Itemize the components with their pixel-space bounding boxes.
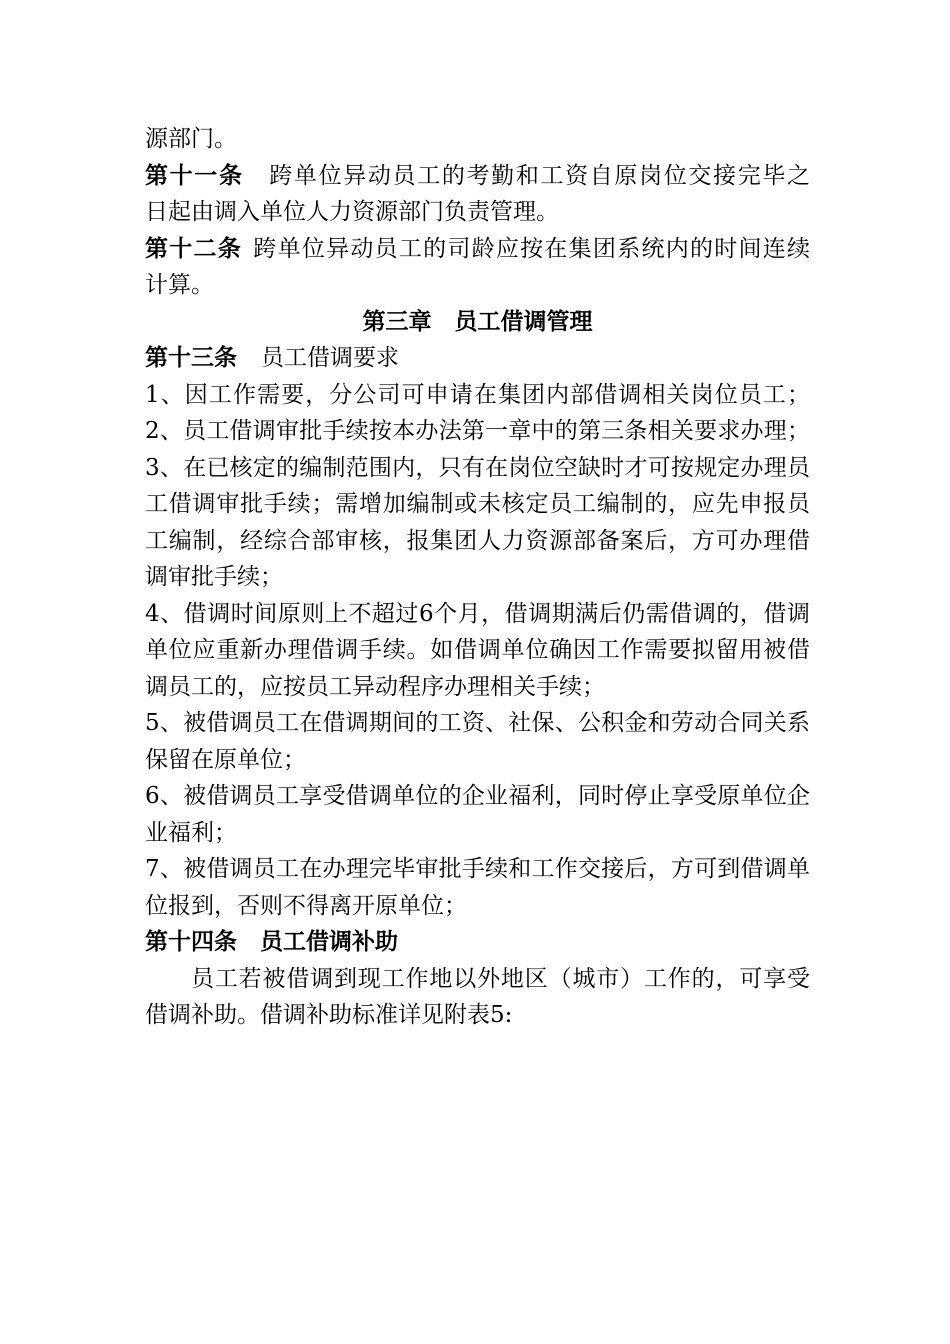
list-item: 位报到，否则不得离开原单位； [145,892,467,919]
list-item: 调审批手续； [145,564,283,590]
text-line: 计算。 [145,272,214,298]
article-11-line-1 [145,158,810,195]
article-11-heading: 第十一条 [145,161,244,189]
chapter-title: 第三章 员工借调管理 [362,307,593,335]
list-item: 单位应重新办理借调手续。如借调单位确因工作需要拟留用被借 [145,637,810,663]
document-page [145,121,810,1034]
article-14-heading: 第十四条 员工借调补助 [145,928,398,955]
article-12-heading: 第十二条 [145,234,243,262]
article-13-title: 员工借调要求 [261,345,399,371]
list-item: 1、因工作需要，分公司可申请在集团内部借调相关岗位员工； [145,381,810,408]
list-item: 3、在已核定的编制范围内，只有在岗位空缺时才可按规定办理员 [145,454,810,481]
article-13-heading: 第十三条 [145,344,237,371]
article-12-line-1 [145,231,810,268]
list-item: 5、被借调员工在借调期间的工资、社保、公积金和劳动合同关系 [145,710,810,736]
list-item: 业福利； [145,819,237,846]
article-12-text: 跨单位异动员工的司龄应按在集团系统内的时间连续 [252,235,811,262]
article-14-line-1: 员工若被借调到现工作地以外地区（城市）工作的，可享受 [191,965,810,992]
list-item: 6、被借调员工享受借调单位的企业福利，同时停止享受原单位企 [145,783,810,809]
list-item: 工借调审批手续；需增加编制或未核定员工编制的，应先申报员 [145,491,810,517]
article-13-heading-line [145,340,810,377]
list-item: 工编制，经综合部审核，报集团人力资源部备案后，方可办理借 [145,527,810,554]
list-item: 保留在原单位； [145,746,306,773]
text-line: 源部门。 [145,126,237,152]
list-item: 2、员工借调审批手续按本办法第一章中的第三条相关要求办理； [145,418,810,444]
list-item: 4、借调时间原则上不超过6个月，借调期满后仍需借调的，借调 [145,600,810,627]
article-14-line-2: 借调补助。借调补助标准详见附表5: [145,1002,513,1028]
list-item: 调员工的，应按员工异动程序办理相关手续； [145,673,605,700]
text-line: 日起由调入单位人力资源部门负责管理。 [145,199,559,225]
list-item: 7、被借调员工在办理完毕审批手续和工作交接后，方可到借调单 [145,856,810,882]
article-11-text: 跨单位异动员工的考勤和工资自原岗位交接完毕之 [267,162,811,189]
